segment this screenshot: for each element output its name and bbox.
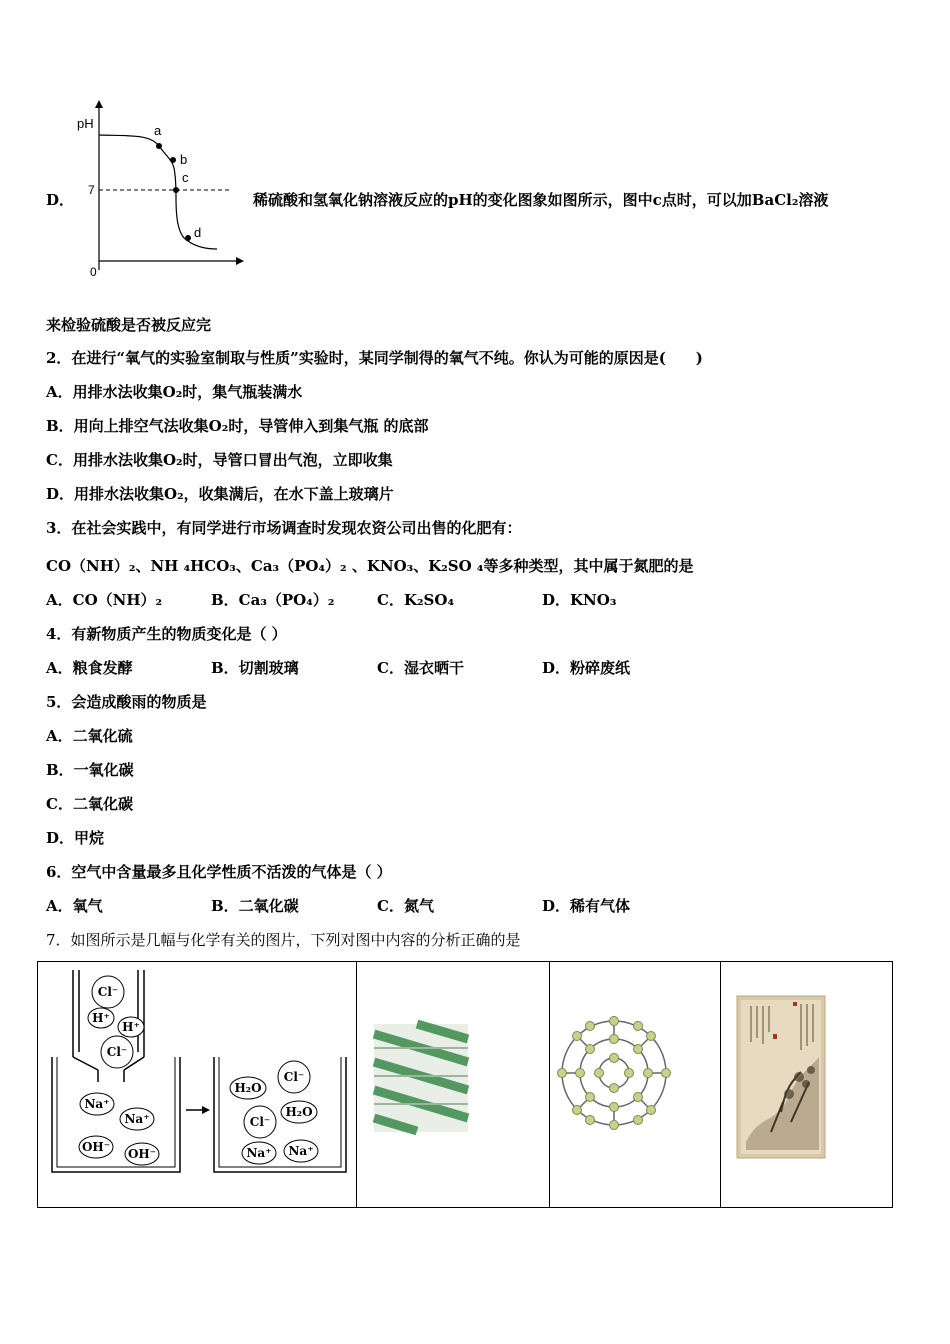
q5-option-b[interactable]: B．一氧化碳 <box>46 761 134 779</box>
q3-formula-line: CO（NH）₂、NH ₄HCO₃、Ca₃（PO₄）₂ 、KNO₃、K₂SO ₄等多种类型，其中属于氮肥的是 <box>46 557 694 575</box>
point-c-label: c <box>182 170 189 185</box>
q3-option-d[interactable]: D．KNO₃ <box>542 591 617 609</box>
q3-option-b[interactable]: B．Ca₃（PO₄）₂ <box>211 591 335 609</box>
q4-option-c[interactable]: C．湿衣晒干 <box>377 659 464 677</box>
q2-option-d[interactable]: D．用排水法收集O₂，收集满后，在水下盖上玻璃片 <box>46 485 394 503</box>
neutralization-cell <box>38 962 357 1208</box>
ion-h2o-1: H₂O <box>234 1081 262 1095</box>
fullerene-c60-image <box>550 962 720 1207</box>
q1-option-d-label: D． <box>46 191 75 209</box>
painting-cell <box>721 962 893 1208</box>
point-d-label: d <box>194 225 202 240</box>
ion-h-1: H⁺ <box>92 1011 110 1025</box>
ion-cl-3: Cl⁻ <box>283 1070 305 1084</box>
desiccant-packets-image <box>357 962 549 1207</box>
q7-stem: 7．如图所示是几幅与化学有关的图片，下列对图中内容的分析正确的是 <box>46 931 521 949</box>
q1-option-d-text-line2: 来检验硫酸是否被反应完 <box>46 316 212 334</box>
q6-stem: 6．空气中含量最多且化学性质不活泼的气体是（ ） <box>46 863 392 881</box>
y-axis-label: pH <box>77 116 94 131</box>
q6-option-c[interactable]: C．氮气 <box>377 897 434 915</box>
ion-cl-4: Cl⁻ <box>249 1115 271 1129</box>
q1-option-d-text-line1: 稀硫酸和氢氧化钠溶液反应的pH的变化图象如图所示，图中c点时，可以加BaCl₂溶液 <box>253 191 829 209</box>
ion-cl-1: Cl⁻ <box>97 985 119 999</box>
point-b-label: b <box>180 152 188 167</box>
q4-stem: 4．有新物质产生的物质变化是（ ） <box>46 625 287 643</box>
ph-graph <box>70 98 250 283</box>
ion-h2o-2: H₂O <box>285 1105 313 1119</box>
q6-option-b[interactable]: B．二氧化碳 <box>211 897 299 915</box>
q5-option-c[interactable]: C．二氧化碳 <box>46 795 133 813</box>
q3-option-a[interactable]: A．CO（NH）₂ <box>46 591 163 609</box>
y-tick-7: 7 <box>88 183 95 197</box>
point-a-marker <box>156 143 162 149</box>
q5-option-a[interactable]: A．二氧化硫 <box>46 727 133 745</box>
q6-option-d[interactable]: D．稀有气体 <box>542 897 631 915</box>
q6-option-a[interactable]: A．氧气 <box>46 897 103 915</box>
point-b-marker <box>170 157 176 163</box>
fullerene-cell <box>550 962 721 1208</box>
y-axis-arrow <box>95 100 103 108</box>
q4-option-a[interactable]: A．粮食发酵 <box>46 659 133 677</box>
q3-stem: 3．在社会实践中，有同学进行市场调查时发现农资公司出售的化肥有： <box>46 519 522 537</box>
q2-stem: 2．在进行“氧气的实验室制取与性质”实验时，某同学制得的氧气不纯。你认为可能的原因是( ) <box>46 349 703 367</box>
origin-label: 0 <box>90 265 97 279</box>
ion-h-2: H⁺ <box>122 1020 140 1034</box>
ion-na-3: Na⁺ <box>246 1146 272 1160</box>
q7-figure-table <box>37 961 893 1208</box>
q2-option-a[interactable]: A．用排水法收集O₂时，集气瓶装满水 <box>46 383 303 401</box>
q3-option-c[interactable]: C．K₂SO₄ <box>377 591 455 609</box>
q4-option-b[interactable]: B．切割玻璃 <box>211 659 299 677</box>
x-axis-arrow <box>236 257 244 265</box>
q5-option-d[interactable]: D．甲烷 <box>46 829 105 847</box>
q2-option-b[interactable]: B．用向上排空气法收集O₂时，导管伸入到集气瓶 的底部 <box>46 417 429 435</box>
ion-oh-1: OH⁻ <box>81 1140 111 1154</box>
ion-na-4: Na⁺ <box>288 1144 314 1158</box>
ion-oh-2: OH⁻ <box>127 1147 157 1161</box>
q5-stem: 5．会造成酸雨的物质是 <box>46 693 207 711</box>
desiccant-cell <box>357 962 550 1208</box>
q2-option-c[interactable]: C．用排水法收集O₂时，导管口冒出气泡，立即收集 <box>46 451 393 469</box>
ink-painting-image <box>721 962 891 1207</box>
ion-na-1: Na⁺ <box>84 1097 110 1111</box>
ion-cl-2: Cl⁻ <box>106 1045 128 1059</box>
point-a-label: a <box>154 123 162 138</box>
ion-na-2: Na⁺ <box>124 1112 150 1126</box>
point-c-marker <box>173 187 179 193</box>
q4-option-d[interactable]: D．粉碎废纸 <box>542 659 631 677</box>
neutralization-diagram <box>38 962 356 1207</box>
point-d-marker <box>185 235 191 241</box>
